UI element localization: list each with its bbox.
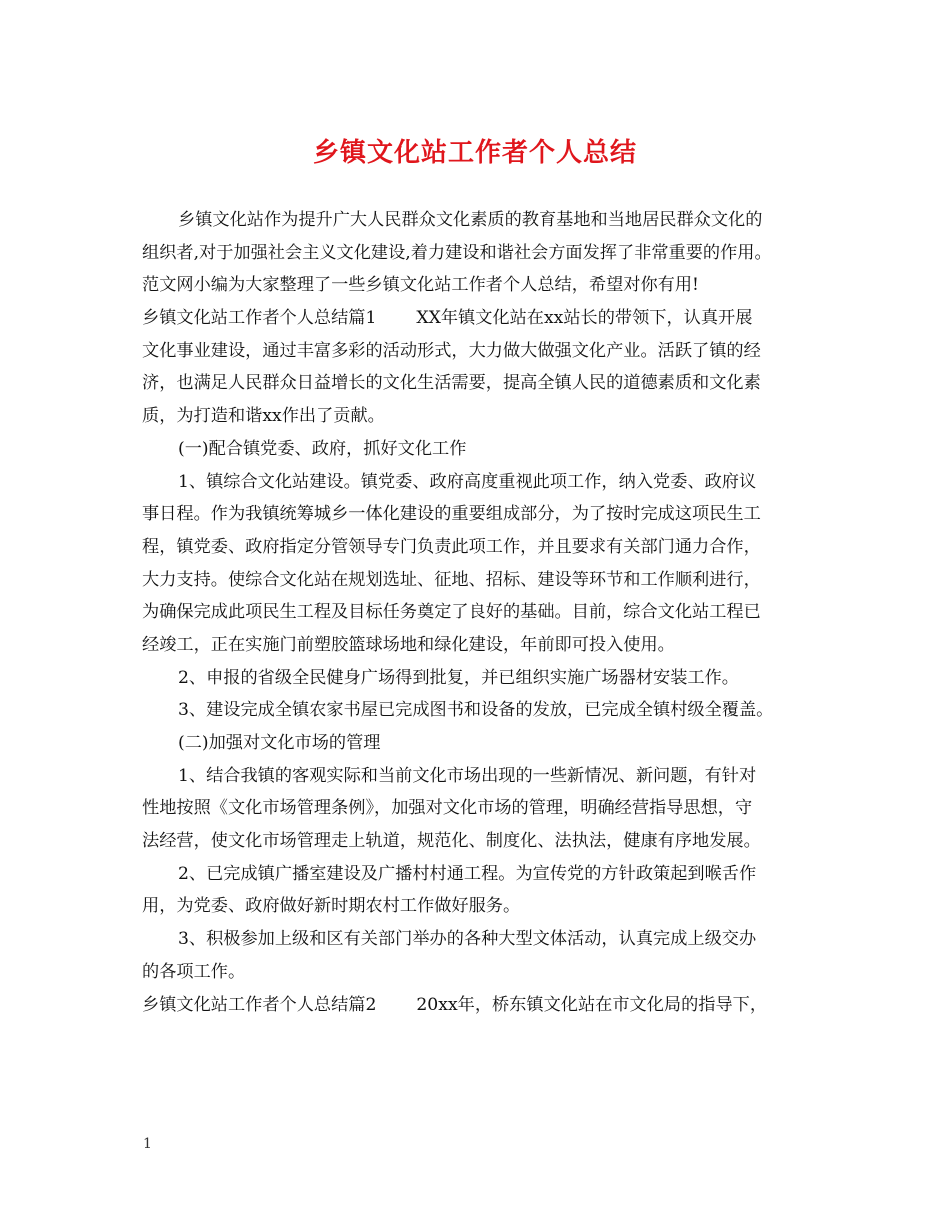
paragraph-line: 事日程。作为我镇统筹城乡一体化建设的重要组成部分，为了按时完成这项民生工: [142, 504, 761, 525]
paragraph-line: 乡镇文化站作为提升广大人民群众文化素质的教育基地和当地居民群众文化的: [178, 210, 763, 230]
paragraph-line: 用，为党委、政府做好新时期农村工作做好服务。: [142, 896, 521, 917]
paragraph-line: 性地按照《文化市场管理条例》，加强对文化市场的管理，明确经营指导思想，守: [142, 798, 753, 819]
paragraph-line: 质，为打造和谐xx作出了贡献。: [142, 406, 385, 427]
document-title: 乡镇文化站工作者个人总结: [312, 138, 637, 168]
paragraph-line: 1、镇综合文化站建设。镇党委、政府高度重视此项工作，纳入党委、政府议: [178, 471, 757, 492]
paragraph-line: 1、结合我镇的客观实际和当前文化市场出现的一些新情况、新问题，有针对: [178, 765, 757, 786]
subsection-heading: (一)配合镇党委、政府，抓好文化工作: [178, 438, 467, 459]
paragraph-line: 3、积极参加上级和区有关部门举办的各种大型文体活动，认真完成上级交办: [178, 929, 757, 950]
section-heading-line: [142, 302, 832, 335]
paragraph-line: 济，也满足人民群众日益增长的文化生活需要，提高全镇人民的道德素质和文化素: [142, 373, 761, 394]
document-body: [142, 204, 832, 1021]
paragraph-line: 文化事业建设，通过丰富多彩的活动形式，大力做大做强文化产业。活跃了镇的经: [142, 340, 761, 361]
paragraph-line: 程，镇党委、政府指定分管领导专门负责此项工作，并且要求有关部门通力合作，: [142, 536, 761, 557]
paragraph-line: 经竣工，正在实施门前塑胶篮球场地和绿化建设，年前即可投入使用。: [142, 634, 675, 655]
paragraph-text: 20xx年，桥东镇文化站在市文化局的指导下，: [416, 994, 768, 1015]
section-heading: 乡镇文化站工作者个人总结篇2: [142, 994, 377, 1015]
paragraph-line: 组织者,对于加强社会主义文化建设,着力建设和谐社会方面发挥了非常重要的作用。: [142, 242, 772, 263]
paragraph-line: 范文网小编为大家整理了一些乡镇文化站工作者个人总结，希望对你有用!: [142, 275, 699, 296]
paragraph-line: 2、申报的省级全民健身广场得到批复，并已组织实施广场器材安装工作。: [178, 667, 739, 688]
section-heading-line: [142, 989, 832, 1022]
paragraph-line: 3、建设完成全镇农家书屋已完成图书和设备的发放，已完成全镇村级全覆盖。: [178, 700, 774, 721]
paragraph-line: 为确保完成此项民生工程及目标任务奠定了良好的基础。目前，综合文化站工程已: [142, 602, 761, 623]
subsection-heading: (二)加强对文化市场的管理: [178, 733, 381, 753]
paragraph-line: 大力支持。使综合文化站在规划选址、征地、招标、建设等环节和工作顺利进行，: [142, 569, 761, 590]
page-number: 1: [143, 1136, 152, 1152]
paragraph-line: 法经营，使文化市场管理走上轨道，规范化、制度化、法执法，健康有序地发展。: [142, 831, 761, 852]
paragraph-line: 的各项工作。: [142, 961, 246, 982]
paragraph-text: XX年镇文化站在xx站长的带领下，认真开展: [416, 308, 753, 329]
section-heading: 乡镇文化站工作者个人总结篇1: [142, 308, 377, 329]
paragraph-line: 2、已完成镇广播室建设及广播村村通工程。为宣传党的方针政策起到喉舌作: [178, 863, 757, 884]
